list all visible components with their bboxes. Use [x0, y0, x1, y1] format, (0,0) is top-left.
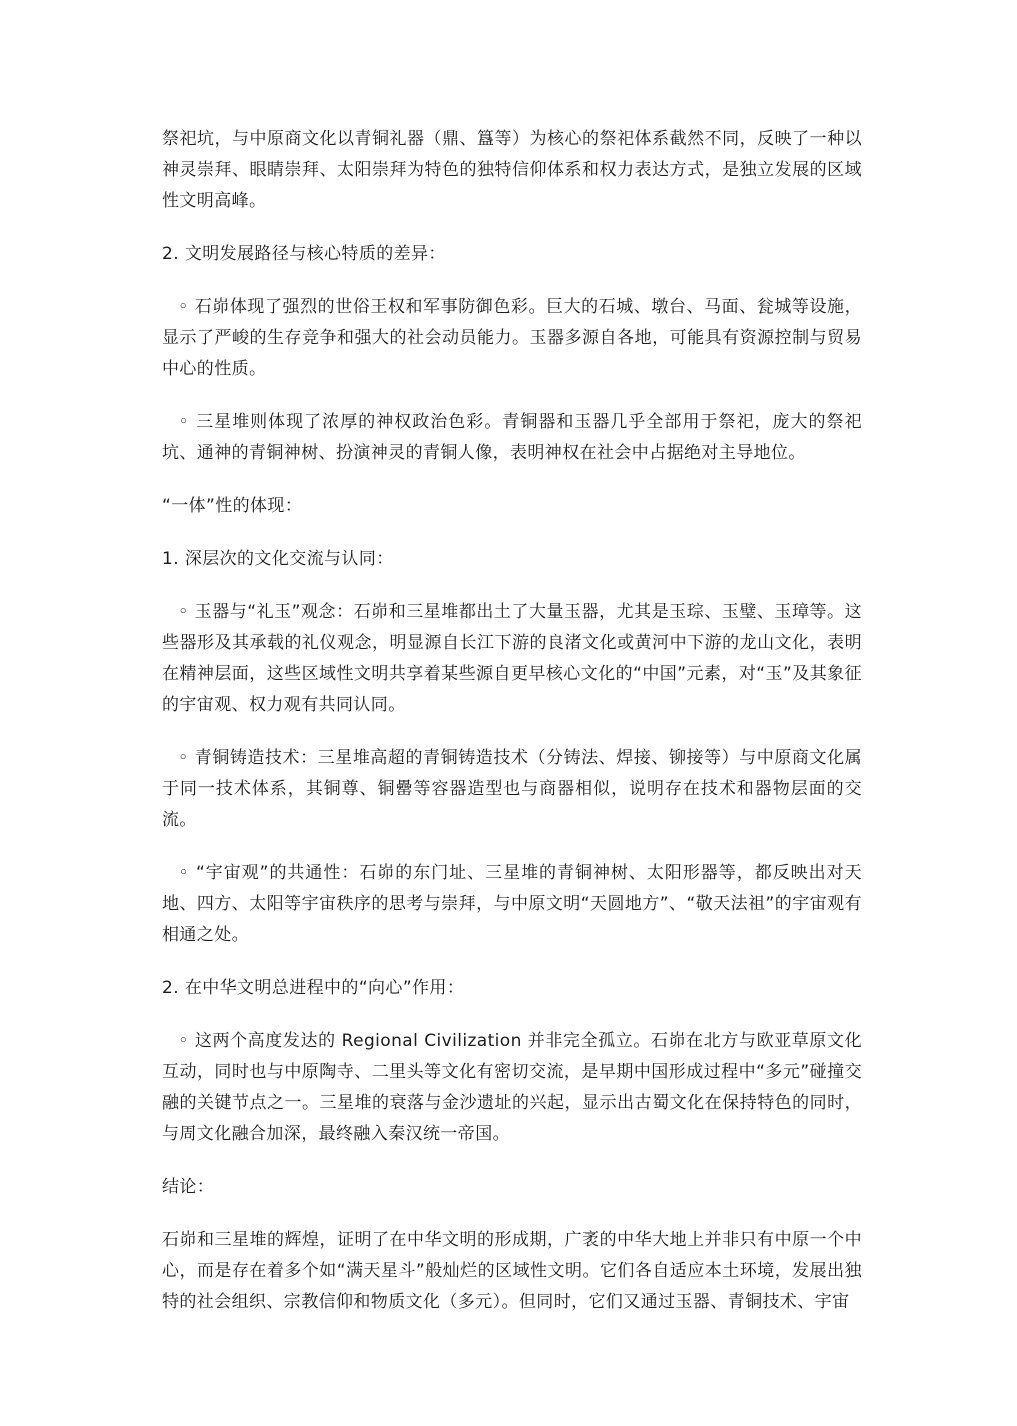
bullet-marker: ◦ [178, 1031, 189, 1051]
bullet-text: 石峁体现了强烈的世俗王权和军事防御色彩。巨大的石城、墩台、马面、瓮城等设施，显示了严峻的生存竞争和强大的社会动员能力。玉器多源自各地，可能具有资源控制与贸易中心的性质。 [162, 297, 862, 379]
bullet-marker: ◦ [178, 863, 190, 883]
bullet-marker: ◦ [178, 297, 189, 317]
conclusion-paragraph: 石峁和三星堆的辉煌，证明了在中华文明的形成期，广袤的中华大地上并非只有中原一个中心，而是存在着多个如“满天星斗”般灿烂的区域性文明。它们各自适应本土环境，发展出独特的社会组织、宗教信仰和物质文化（多元）。但同时，它们又通过玉器、青铜技术、宇宙 [162, 1230, 862, 1312]
section-heading-paths: 2. 文明发展路径与核心特质的差异： [162, 244, 446, 264]
bullet-text: 玉器与“礼玉”观念：石峁和三星堆都出土了大量玉器，尤其是玉琮、玉璧、玉璋等。这些器形及其承载的礼仪观念，明显源自长江下游的良渚文化或黄河中下游的龙山文化，表明在精神层面，这些区域性文明共享着某些源自更早核心文化的“中国”元素，对“玉”及其象征的宇宙观、权力观有共同认同。 [162, 602, 862, 715]
bullet-marker: ◦ [178, 602, 189, 622]
section-heading-conclusion: 结论： [162, 1177, 215, 1197]
section-heading-exchange: 1. 深层次的文化交流与认同： [162, 549, 394, 569]
bullet-text: 三星堆则体现了浓厚的神权政治色彩。青铜器和玉器几乎全部用于祭祀，庞大的祭祀坑、通神的青铜神树、扮演神灵的青铜人像，表明神权在社会中占据绝对主导地位。 [162, 412, 862, 463]
bullet-text: “宇宙观”的共通性：石峁的东门址、三星堆的青铜神树、太阳形器等，都反映出对天地、四方、太阳等宇宙秩序的思考与崇拜，与中原文明“天圆地方”、“敬天法祖”的宇宙观有相通之处。 [162, 863, 862, 945]
bullet-cosmology [162, 858, 862, 951]
bullet-marker: ◦ [178, 748, 189, 768]
section-heading-centripetal: 2. 在中华文明总进程中的“向心”作用： [162, 978, 465, 998]
intro-paragraph: 祭祀坑，与中原商文化以青铜礼器（鼎、簋等）为核心的祭祀体系截然不同，反映了一种以神灵崇拜、眼睛崇拜、太阳崇拜为特色的独特信仰体系和权力表达方式，是独立发展的区域性文明高峰。 [162, 129, 862, 211]
section-heading-unity: “一体”性的体现： [162, 496, 303, 516]
bullet-text: 青铜铸造技术：三星堆高超的青铜铸造技术（分铸法、焊接、铆接等）与中原商文化属于同一技术体系，其铜尊、铜罍等容器造型也与商器相似，说明存在技术和器物层面的交流。 [162, 748, 862, 830]
bullet-marker: ◦ [178, 412, 190, 432]
bullet-sanxingdui-theocracy [162, 407, 862, 469]
bullet-regional-civilization [162, 1026, 862, 1150]
bullet-text: 这两个高度发达的 Regional Civilization 并非完全孤立。石峁在北方与欧亚草原文化互动，同时也与中原陶寺、二里头等文化有密切交流，是早期中国形成过程中“多元”碰撞交融的关键节点之一。三星堆的衰落与金沙遗址的兴起，显示出古蜀文化在保持特色的同时，与周文化融合加深，最终融入秦汉统一帝国。 [162, 1031, 862, 1144]
bullet-bronze-casting [162, 743, 862, 836]
document-page [162, 124, 862, 1340]
bullet-shimao-secular [162, 292, 862, 385]
bullet-jade-ritual [162, 597, 862, 721]
